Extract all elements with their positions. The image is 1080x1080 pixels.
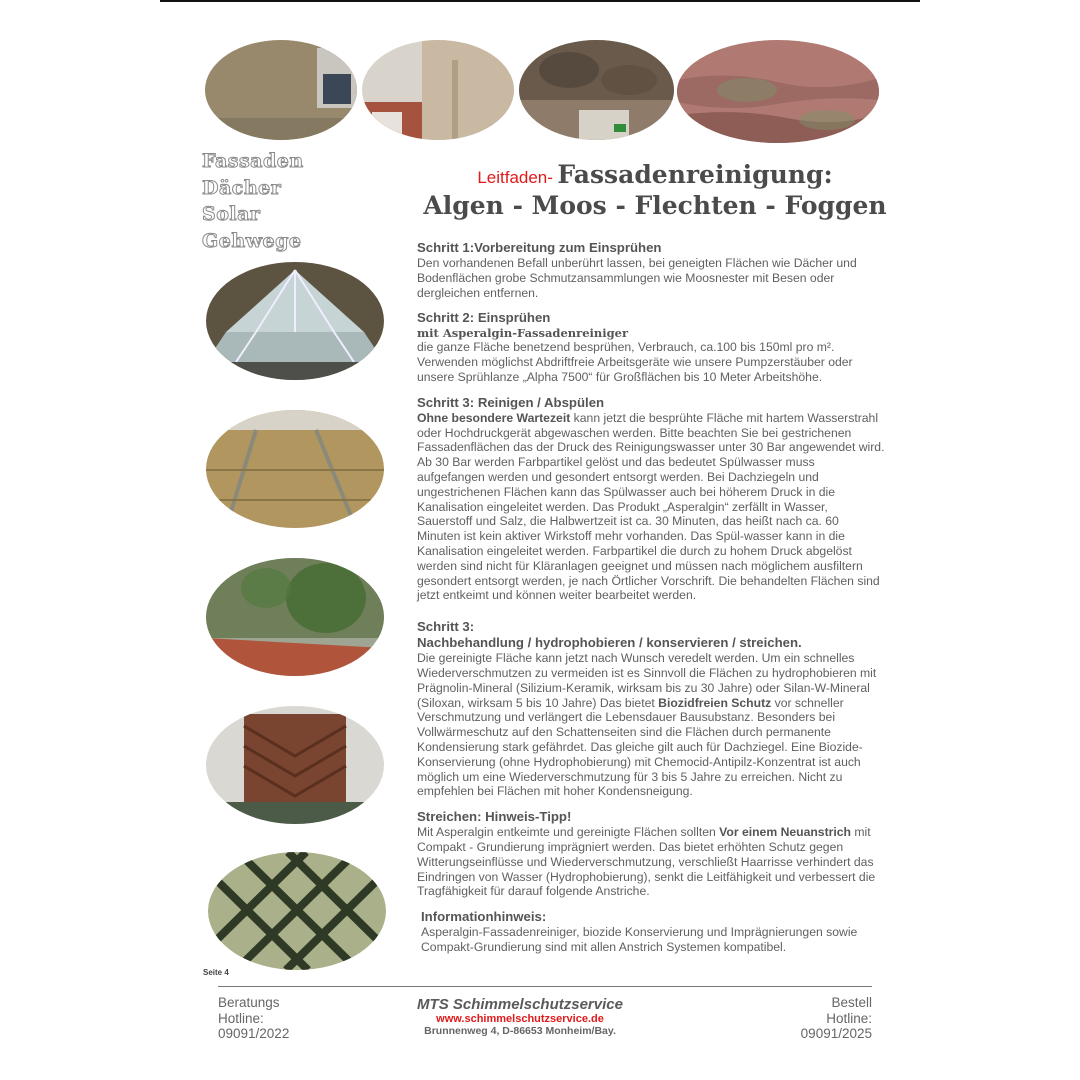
paint-tip-text <box>417 825 885 899</box>
paint-tip <box>417 809 885 899</box>
order-hotline <box>801 995 872 1042</box>
heading-prefix: Leitfaden- <box>477 168 553 187</box>
page-number: Seite 4 <box>203 968 229 977</box>
roof-tiles-photo <box>677 40 879 143</box>
step-3-text <box>417 411 885 603</box>
order-hotline-line1: Bestell <box>831 995 872 1010</box>
footer-rule <box>218 986 872 987</box>
step-4-body-a: Die gereinigte Fläche kann jetzt nach Wunsch veredelt werden. Um ein schnelles Wiederverschmutzen zu vermeiden ist es Sinnvoll die Flächen zu hydrophobieren mit Prägnolin-Mineral (Silizium-Keramik, wirksam bis zu 30 Jahre) oder Silan-W-Mineral (Siloxan, wirksam 5 bis 10 Jahre) Das bietet <box>417 651 877 710</box>
facade-photo <box>205 40 357 140</box>
step-1-text: Den vorhandenen Befall unberührt lassen, bei geneigten Flächen wie Dächer und Bodenflächen grobe Schmutzansammlungen wie Moosnester mit Besen oder dergleichen entfernen. <box>417 256 857 300</box>
step-4-title: Schritt 3: <box>417 619 475 635</box>
document-heading <box>420 160 890 220</box>
advice-hotline-number: 09091/2022 <box>218 1026 290 1041</box>
step-3-body: kann jetzt die besprühte Fläche mit hartem Wasserstrahl oder Hochdruckgerät abgewaschen werden. Bitte beachten Sie bei gestrichenen Fassadenflächen das der Druck des Reinigungswasser unter 30 Bar angewendet wird. Ab 30 Bar werden Farbpartikel gelöst und das bedeutet Spülwasser muss aufgefangen werden und gesondert entsorgt werden. Bei Dachziegeln und ungestrichenen Flächen kann das Spülwasser auch bei höherem Druck in die Kanalisation eingeleitet werden. Das Produkt „Asperalgin“ zerfällt in Wasser, Sauerstoff und Salz, die Halbwertzeit ist ca. 30 Minuten, das heißt nach ca. 60 Minuten ist kein aktiver Wirkstoff mehr vorhanden. Das Spül-wasser kann in die Kanalisation eingeleitet werden. Farbpartikel die durch zu hohem Druck abgelöst werden sind nicht für Kläranlagen geeignet und müssen nach möglichem ausfiltern gesondert entsorgt werden, je nach Örtlicher Vorschrift. Die behandelten Flächen sind jetzt entkeimt und können weiter bearbeitet werden. <box>417 410 885 603</box>
guide-content <box>417 240 885 965</box>
heading-title: Fassadenreinigung: <box>557 160 833 189</box>
step-2-subtitle: mit Asperalgin-Fassadenreiniger <box>417 326 629 341</box>
step-3-title: Schritt 3: Reinigen / Abspülen <box>417 394 605 410</box>
step-4-body-b: vor schneller Verschmutzung und verlängert die Lebensdauer Bausubstanz. Besonders bei Vollwärmeschutz auf den Schattenseiten sind die Flächen durch permanente Kondensierung stark gefährdet. Das gleiche gilt auch für Dachziegel. Eine Biozide-Konservierung (ohne Hydrophobierung) mit Chemocid-Antipilz-Konzentrat ist auch möglich um eine Wiederverschmutzung für 3 bis 5 Jahre zu erreichen. Nicht zu empfehlen bei Flächen mit hoher Kondensneigung. <box>417 695 863 799</box>
step-1-title: Schritt 1:Vorbereitung zum Einsprühen <box>417 240 662 255</box>
category-roofs: Dächer <box>202 176 282 199</box>
step-2-text: die ganze Fläche benetzend besprühen, Verbrauch, ca.100 bis 150ml pro m². Verwenden möglichst Abdriftfreie Arbeitsgeräte wie unsere Pumpzerstäuber oder unsere Sprühlanze „Alpha 7500“ für Großflächen bis 10 Meter Arbeitshöhe. <box>417 340 853 384</box>
advice-hotline <box>218 995 289 1042</box>
step-4-bold: Biozidfreien Schutz <box>658 695 772 710</box>
step-3-bold-lead: Ohne besondere Wartezeit <box>417 410 571 425</box>
category-solar: Solar <box>202 203 261 225</box>
wall-photo <box>362 40 514 140</box>
info-note-text: Asperalgin-Fassadenreiniger, biozide Konservierung und Imprägnierungen sowie Compakt-Grundierung sind mit allen Anstrich Systemen kompatibel. <box>421 925 858 954</box>
category-list <box>202 148 304 254</box>
paint-tip-body-a: Mit Asperalgin entkeimte und gereinigte Flächen sollten <box>417 825 720 840</box>
top-rule <box>160 0 920 2</box>
paint-tip-body-b: mit Compakt - Grundierung imprägniert werden. Das bietet erhöhten Schutz gegen Witterungseinflüsse und Wiederverschmutzung, verschließt Haarrisse verhindert das Eindringen von Wasser (Hydrophobierung), senkt die Leitfähigkeit und verbessert die Tragfähigkeit für darauf folgende Anstriche. <box>417 825 876 899</box>
heading-subtitle: Algen - Moos - Flechten - Foggen <box>423 191 887 220</box>
company-block <box>400 996 640 1037</box>
website-link[interactable]: www.schimmelschutzservice.de <box>436 1013 604 1025</box>
step-4-text <box>417 651 885 799</box>
category-walkways: Gehwege <box>202 229 302 252</box>
paint-tip-title: Streichen: Hinweis-Tipp! <box>417 809 572 825</box>
category-facades: Fassaden <box>202 150 304 172</box>
step-2 <box>417 310 885 384</box>
order-hotline-line2: Hotline: <box>826 1010 872 1026</box>
step-2-title: Schritt 2: Einsprühen <box>417 310 551 326</box>
advice-hotline-line1: Beratungs <box>218 995 280 1010</box>
info-note <box>417 909 885 955</box>
wooden-door-photo <box>206 706 384 824</box>
mossy-brick-photo <box>206 558 384 676</box>
order-hotline-number: 09091/2025 <box>800 1026 872 1041</box>
company-name: MTS Schimmelschutzservice <box>417 996 623 1013</box>
step-4 <box>417 619 885 799</box>
step-3 <box>417 395 885 603</box>
info-note-title: Informationhinweis: <box>421 909 547 925</box>
step-4-subtitle: Nachbehandlung / hydrophobieren / konservieren / streichen. <box>417 635 802 651</box>
lattice-fence-photo <box>208 852 386 970</box>
advice-hotline-line2: Hotline: <box>218 1010 264 1026</box>
step-1 <box>417 240 885 300</box>
paint-tip-bold: Vor einem Neuanstrich <box>719 825 851 840</box>
company-address: Brunnenweg 4, D-86653 Monheim/Bay. <box>424 1025 616 1037</box>
moldy-wall-photo <box>519 40 674 140</box>
glass-roof-photo <box>206 262 384 380</box>
paving-photo <box>206 410 384 528</box>
